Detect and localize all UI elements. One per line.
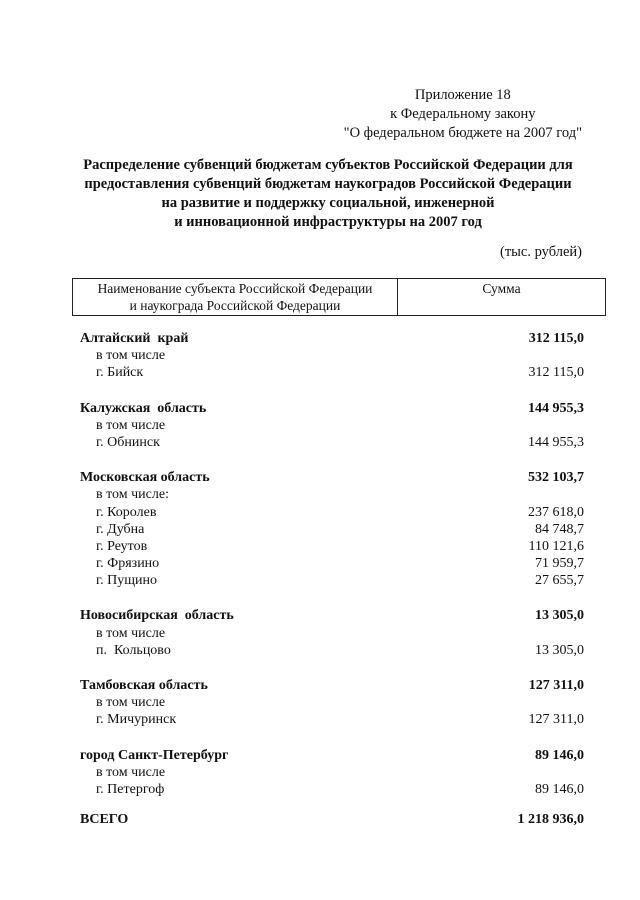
table-row (80, 711, 584, 728)
city-amount: 89 146,0 (535, 781, 584, 797)
table-header (72, 278, 606, 316)
region-amount: 312 115,0 (528, 331, 584, 346)
table-row (80, 747, 584, 764)
units-note: (тыс. рублей) (500, 244, 582, 260)
region-group (80, 330, 584, 382)
region-group (80, 400, 584, 452)
city-name: г. Обнинск (96, 434, 160, 450)
table-row (80, 469, 584, 486)
table-row (80, 764, 584, 781)
city-name: г. Фрязино (96, 556, 160, 572)
table-body (80, 330, 584, 816)
region-amount: 89 146,0 (535, 747, 584, 763)
title-line-2: предоставления субвенций бюджетам наукоградов Российской Федерации (84, 176, 572, 192)
city-name: г. Реутов (96, 538, 148, 554)
region-name: Тамбовская область (80, 678, 208, 693)
region-group (80, 469, 584, 589)
table-row (80, 555, 584, 572)
appendix-number: Приложение 18 (414, 87, 511, 103)
total-amount: 1 218 936,0 (517, 812, 584, 827)
table-row (80, 572, 584, 589)
subheading-label: в том числе (96, 625, 166, 641)
appendix-reference (344, 86, 582, 143)
city-name: п. Кольцово (96, 642, 171, 658)
city-amount: 144 955,3 (528, 434, 584, 450)
subheading-label: в том числе (96, 417, 166, 433)
table-row (80, 330, 584, 347)
region-name: город Санкт-Петербург (80, 747, 229, 763)
city-amount: 312 115,0 (528, 365, 584, 381)
header-amount-column: Сумма (482, 281, 521, 296)
city-amount: 13 305,0 (535, 642, 584, 658)
table-row (80, 781, 584, 798)
appendix-law-title: "О федеральном бюджете на 2007 год" (343, 125, 582, 141)
city-amount: 84 748,7 (535, 521, 584, 537)
city-name: г. Петергоф (96, 781, 165, 797)
subheading-label: в том числе (96, 695, 166, 711)
region-amount: 144 955,3 (528, 400, 584, 416)
table-row (80, 347, 584, 364)
region-name: Новосибирская область (80, 608, 234, 624)
city-name: г. Мичуринск (96, 712, 177, 728)
subheading-label: в том числе (96, 348, 166, 364)
total-label: ВСЕГО (80, 812, 129, 827)
region-amount: 532 103,7 (528, 470, 584, 486)
city-amount: 237 618,0 (528, 504, 584, 520)
appendix-law-ref: к Федеральному закону (390, 106, 536, 122)
region-group (80, 677, 584, 729)
region-amount: 127 311,0 (528, 678, 584, 693)
city-amount: 110 121,6 (528, 538, 584, 554)
region-group (80, 747, 584, 799)
table-row (80, 607, 584, 624)
region-name: Калужская область (80, 400, 207, 416)
city-amount: 71 959,7 (535, 556, 584, 572)
table-row (80, 504, 584, 521)
table-row (80, 694, 584, 711)
subheading-label: в том числе (96, 764, 166, 780)
title-line-4: и инновационной инфраструктуры на 2007 год (174, 214, 482, 230)
region-group (80, 607, 584, 659)
region-name: Московская область (80, 470, 210, 486)
region-amount: 13 305,0 (535, 608, 584, 624)
table-row (80, 625, 584, 642)
table-row (80, 417, 584, 434)
table-row (80, 642, 584, 659)
table-row (80, 538, 584, 555)
table-row (80, 521, 584, 538)
title-line-1: Распределение субвенций бюджетам субъектов Российской Федерации для (83, 157, 573, 173)
city-name: г. Королев (96, 504, 157, 520)
table-row (80, 486, 584, 503)
city-amount: 127 311,0 (528, 712, 584, 728)
total-row (80, 812, 584, 828)
header-name-line-2: и наукограда Российской Федерации (129, 298, 341, 313)
table-row (80, 364, 584, 381)
title-line-3: на развитие и поддержку социальной, инженерной (161, 195, 495, 211)
document-title (60, 156, 596, 232)
city-name: г. Бийск (96, 365, 144, 381)
header-name-line-1: Наименование субъекта Российской Федерации (97, 281, 373, 296)
table-row (80, 434, 584, 451)
region-name: Алтайский край (80, 331, 189, 346)
city-name: г. Пущино (96, 573, 158, 589)
table-row (80, 400, 584, 417)
subheading-label: в том числе: (96, 487, 169, 503)
header-name-column (73, 279, 398, 315)
city-amount: 27 655,7 (535, 573, 584, 589)
table-row (80, 677, 584, 694)
city-name: г. Дубна (96, 521, 145, 537)
